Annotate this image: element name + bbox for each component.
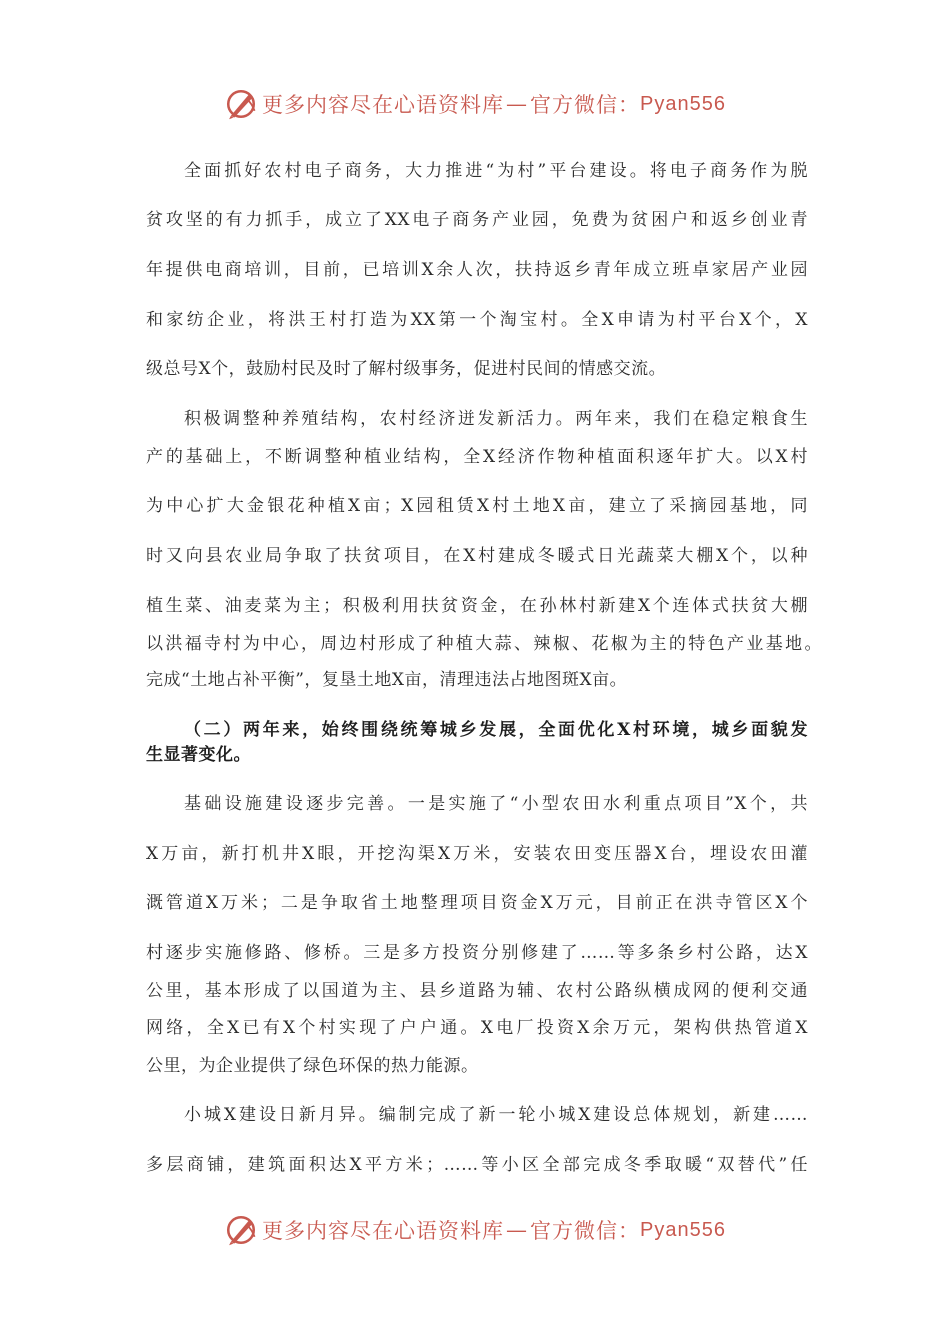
header-site-name: 更多内容尽在心语资料库 bbox=[262, 93, 505, 117]
text-line: 小城X建设日新月异。编制完成了新一轮小城X建设总体规划，新建…… bbox=[184, 1105, 808, 1125]
header-banner bbox=[0, 82, 950, 126]
text-line: 网络，全X已有X个村实现了户户通。X电厂投资X余万元，架构供热管道X bbox=[146, 1018, 808, 1038]
section-heading-line: （二）两年来，始终围绕统筹城乡发展，全面优化X村环境，城乡面貌发 bbox=[184, 720, 808, 740]
text-line: 全面抓好农村电子商务，大力推进“为村”平台建设。将电子商务作为脱 bbox=[184, 161, 808, 181]
footer-site-name: 更多内容尽在心语资料库 bbox=[262, 1219, 505, 1243]
header-wechat-label: 官方微信： bbox=[530, 93, 641, 117]
footer-wechat-label: 官方微信： bbox=[530, 1219, 641, 1243]
text-line: 村逐步实施修路、修桥。三是多方投资分别修建了……等多条乡村公路，达X bbox=[146, 943, 808, 963]
text-line: 多层商铺，建筑面积达X平方米；……等小区全部完成冬季取暖“双替代”任 bbox=[146, 1155, 808, 1175]
text-line: 公里，基本形成了以国道为主、县乡道路为辅、农村公路纵横成网的便利交通 bbox=[146, 981, 808, 1001]
header-wechat-id: Pyan556 bbox=[640, 92, 726, 115]
text-line: 级总号X个，鼓励村民及时了解村级事务，促进村民间的情感交流。 bbox=[146, 359, 667, 379]
header-separator: — bbox=[506, 92, 529, 116]
text-line: 溉管道X万米；二是争取省土地整理项目资金X万元，目前正在洪寺管区X个 bbox=[146, 893, 808, 913]
text-line: 贫攻坚的有力抓手，成立了XX电子商务产业园，免费为贫困户和返乡创业青 bbox=[146, 210, 808, 230]
text-line: X万亩，新打机井X眼，开挖沟渠X万米，安装农田变压器X台，埋设农田灌 bbox=[146, 844, 808, 864]
text-line: 以洪福寺村为中心，周边村形成了种植大蒜、辣椒、花椒为主的特色产业基地。 bbox=[146, 634, 822, 654]
text-line: 完成“土地占补平衡”，复垦土地X亩，清理违法占地图斑X亩。 bbox=[146, 670, 628, 690]
text-line: 产的基础上，不断调整种植业结构，全X经济作物种植面积逐年扩大。以X村 bbox=[146, 447, 808, 467]
text-line: 时又向县农业局争取了扶贫项目，在X村建成冬暖式日光蔬菜大棚X个，以种 bbox=[146, 546, 808, 566]
footer-separator: — bbox=[506, 1218, 529, 1242]
section-heading-line: 生显著变化。 bbox=[146, 745, 251, 765]
footer-banner bbox=[0, 1208, 950, 1252]
pen-logo-icon bbox=[224, 87, 258, 121]
text-line: 植生菜、油麦菜为主；积极利用扶贫资金，在孙林村新建X个连体式扶贫大棚 bbox=[146, 596, 808, 616]
footer-wechat-id: Pyan556 bbox=[640, 1218, 726, 1241]
text-line: 积极调整种养殖结构，农村经济迸发新活力。两年来，我们在稳定粮食生 bbox=[184, 409, 808, 429]
text-line: 公里，为企业提供了绿色环保的热力能源。 bbox=[146, 1056, 479, 1076]
text-line: 和家纺企业，将洪王村打造为XX第一个淘宝村。全X申请为村平台X个，X bbox=[146, 310, 808, 330]
text-line: 为中心扩大金银花种植X亩；X园租赁X村土地X亩，建立了采摘园基地，同 bbox=[146, 496, 808, 516]
text-line: 年提供电商培训，目前，已培训X余人次，扶持返乡青年成立班卓家居产业园 bbox=[146, 260, 808, 280]
text-line: 基础设施建设逐步完善。一是实施了“小型农田水利重点项目”X个，共 bbox=[184, 794, 808, 814]
pen-logo-icon bbox=[224, 1213, 258, 1247]
